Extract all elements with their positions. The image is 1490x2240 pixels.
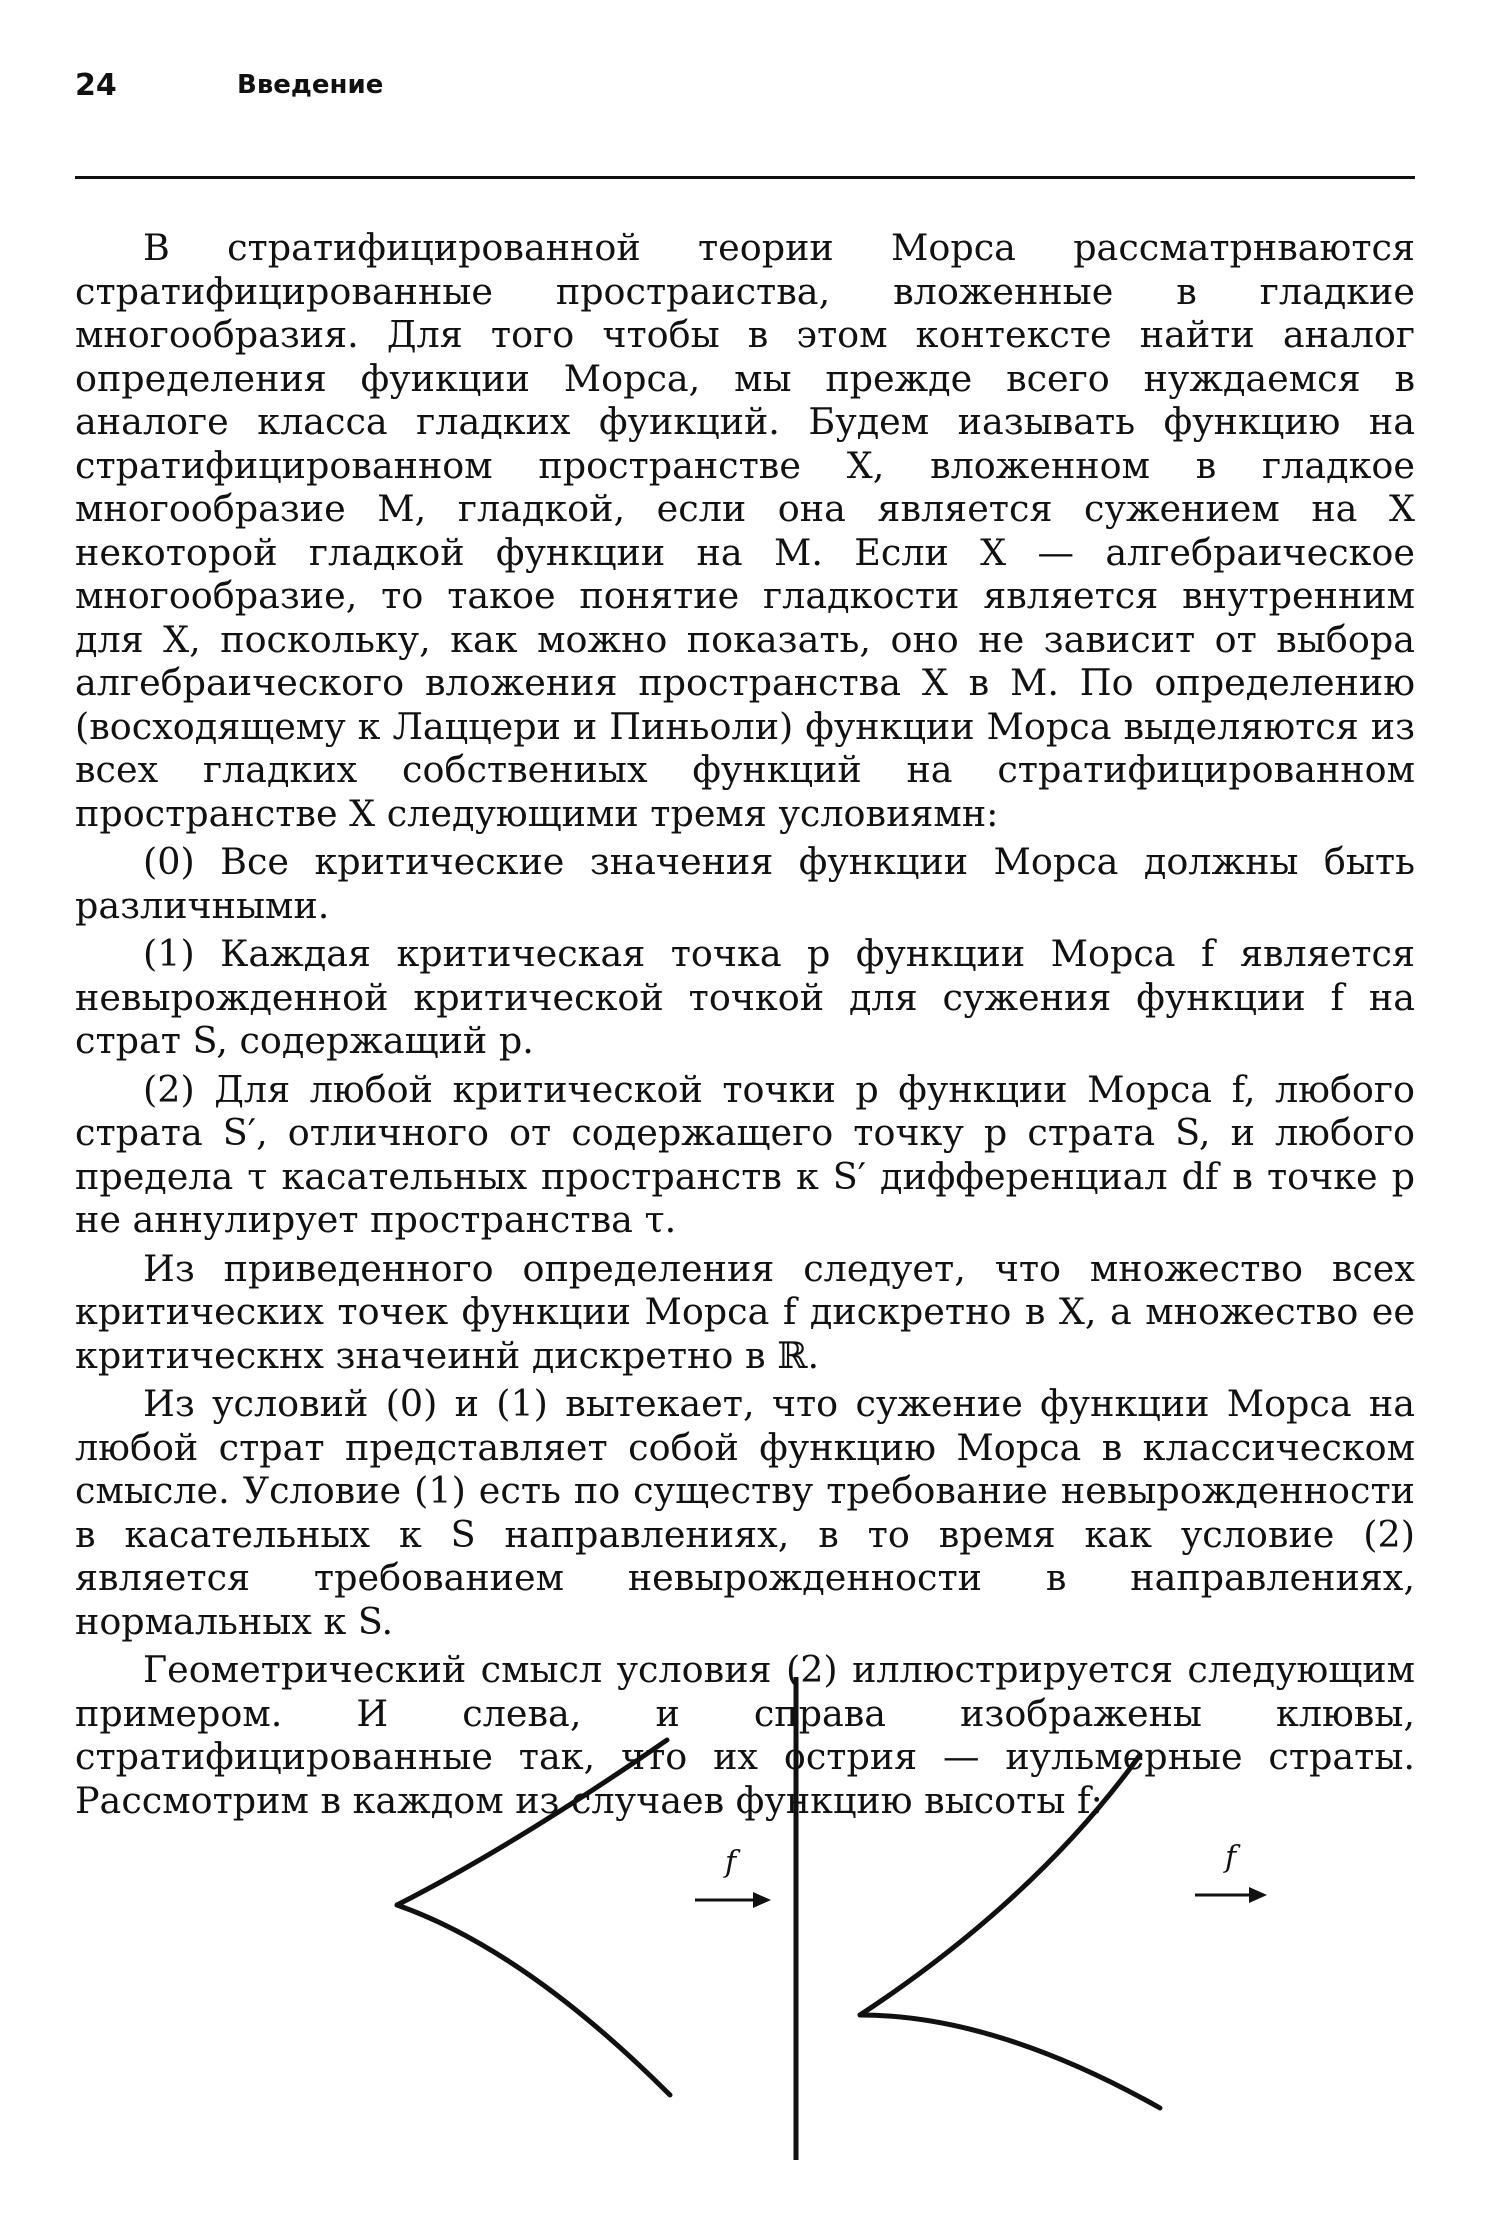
right-beak-upper-curve	[860, 1755, 1140, 2015]
header-rule	[75, 176, 1415, 179]
paragraph-classical-sense: Из условий (0) и (1) вытекает, что сужение функции Морса на любой страт представляет собой функцию Морса в классическом смысле. Условие (1) есть по существу требование невырожденности в касательных к S направлениях, в то время как условие (2) является требованием невырожденности в направлениях, нормальных к S.	[75, 1382, 1415, 1643]
running-title: Введение	[237, 70, 384, 100]
paragraph-geometric-meaning: Геометрический смысл условия (2) иллюстрируется следующим примером. И слева, и справа изображены клювы, стратифицированные так, что их острия — иульмерные страты. Рассмотрим в каждом из случаев функцию высоты f:	[75, 1648, 1415, 1822]
book-page	[75, 60, 1415, 2210]
paragraph-intro: В стратифицированной теории Морса рассматрнваются стратифицированные простраиства, вложенные в гладкие многообразия. Для того чтобы в этом контексте найти аналог определения фуикции Морса, мы прежде всего нуждаемся в аналоге класса гладких фуикций. Будем иазывать функцию на стратифицированном пространстве X, вложенном в гладкое многообразие M, гладкой, если она является сужением на X некоторой гладкой функции на M. Если X — алгебраическое многообразие, то такое понятие гладкости является внутренним для X, поскольку, как можно показать, оно не зависит от выбора алгебраического вложения пространства X в M. По определению (восходящему к Лаццери и Пиньоли) функции Морса выделяются из всех гладких собствениых функций на стратифицированном пространстве X следующими тремя условиямн:	[75, 226, 1415, 835]
left-beak-lower-curve	[397, 1905, 670, 2095]
paragraph-condition-2: (2) Для любой критической точки p функции Морса f, любого страта S′, отличного от содержащего точку p страта S, и любого предела τ касательных пространств к S′ дифференциал df в точке p не аннулирует пространства τ.	[75, 1067, 1415, 1241]
left-arrow-label: f	[725, 1845, 737, 1880]
page-number: 24	[75, 68, 117, 103]
paragraph-consequence: Из приведенного определения следует, что множество всех критических точек функции Морса f дискретно в X, а множество ее критическнх значеинй дискретно в ℝ.	[75, 1246, 1415, 1377]
left-beak-upper-curve	[397, 1740, 667, 1905]
right-arrowhead	[1249, 1887, 1267, 1903]
right-arrow-label: f	[1225, 1840, 1237, 1875]
left-arrowhead	[753, 1892, 771, 1908]
beak-diagram	[275, 1415, 1275, 2215]
running-header	[75, 60, 1415, 110]
beak-figure	[275, 1415, 1275, 2215]
right-beak-lower-curve	[860, 2015, 1160, 2108]
paragraph-condition-0: (0) Все критические значения функции Морса должны быть различными.	[75, 840, 1415, 927]
paragraph-condition-1: (1) Каждая критическая точка p функции Морса f является невырожденной критической точкой для сужения функции f на страт S, содержащий p.	[75, 932, 1415, 1062]
